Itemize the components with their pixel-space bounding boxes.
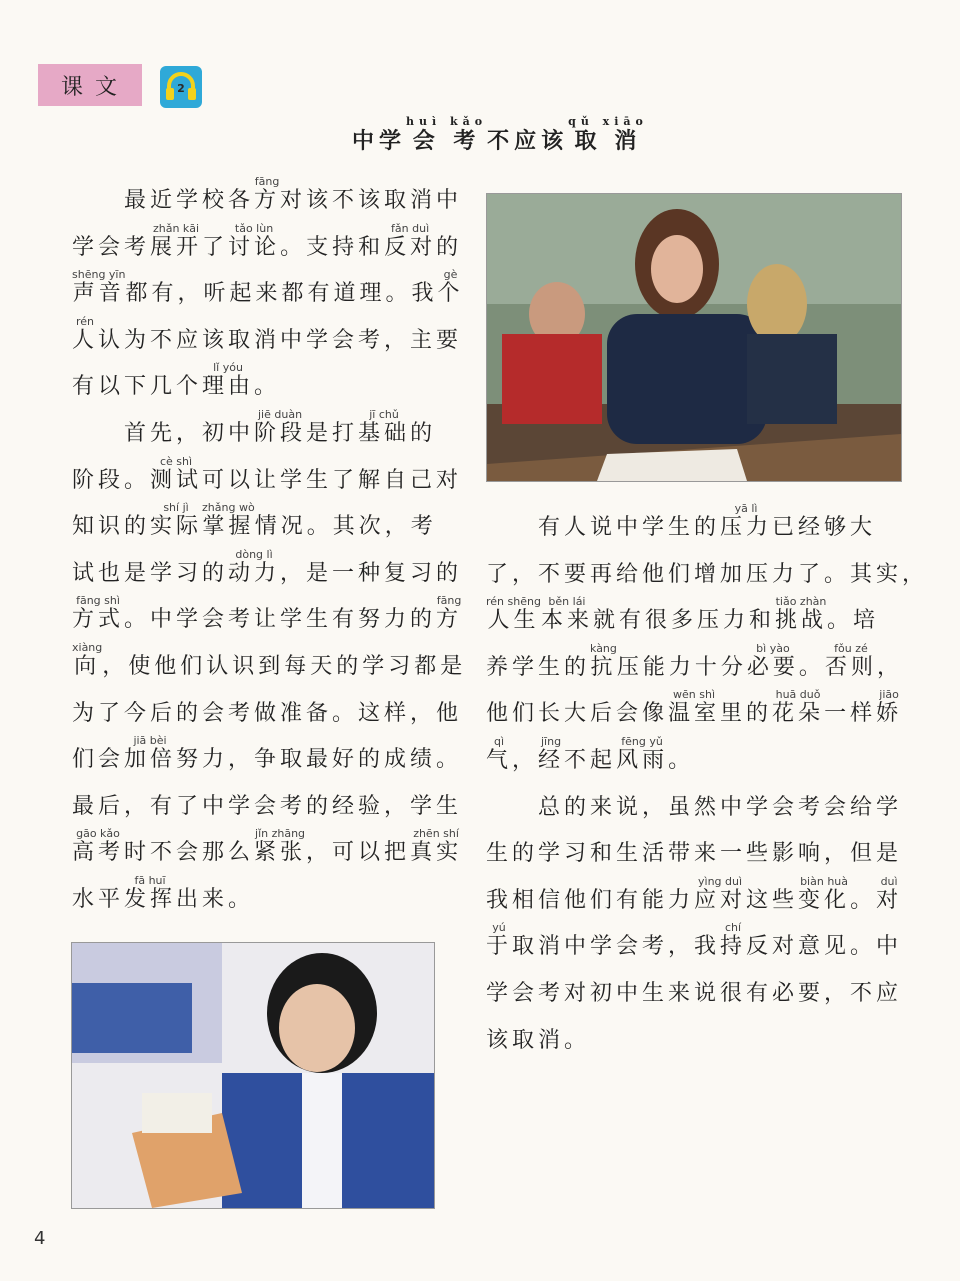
text-segment: ， [512, 747, 539, 773]
text-line [486, 641, 903, 692]
text-line [486, 688, 903, 738]
pinyin-annotation: jǐn zhāng [254, 827, 307, 841]
text-line [486, 874, 903, 925]
text-line [72, 501, 452, 551]
text-segment: 是打 [306, 420, 359, 446]
pinyin-annotated-word: 阶段jiē duàn [254, 407, 307, 446]
pinyin-annotation: shí jì [150, 501, 203, 515]
text-segment: 一样 [824, 701, 877, 727]
text-segment: 。中学会考让学生有努力的 [124, 607, 437, 633]
pinyin-annotation: cè shì [150, 454, 203, 468]
pinyin-annotated-word: 掌握zhǎng wò [202, 501, 255, 540]
text-segment: 生的学习和生活带来一些影响，但是 [486, 841, 903, 867]
pinyin-annotated-word: 会考huì kǎo [406, 115, 488, 154]
pinyin-annotation: jiā bèi [124, 734, 177, 748]
pinyin-annotation: gè [437, 268, 464, 282]
pinyin-annotation: rén [72, 314, 98, 328]
text-segment: 。 [254, 374, 281, 400]
page-number: 4 [34, 1228, 46, 1249]
pinyin-annotated-word: 取消qǔ xiāo [568, 115, 648, 154]
text-segment: 情况。其次，考 [254, 514, 437, 540]
pinyin-annotated-word: 声音shēng yīn [72, 268, 126, 307]
text-line [72, 827, 463, 877]
pinyin-annotated-word: 变化biàn huà [798, 874, 851, 913]
text-segment: 就有很多压力和 [592, 608, 775, 634]
pinyin-annotated-word: 方fāng [436, 594, 463, 633]
text-segment: 压能力十分 [616, 654, 747, 680]
text-line [72, 873, 452, 924]
text-line [486, 785, 903, 832]
pinyin-annotation: qì [486, 734, 513, 748]
text-segment: 不应该 [487, 128, 569, 154]
text-segment: 养学生的 [486, 654, 591, 680]
pinyin-annotated-word: 向xiàng [72, 640, 103, 679]
text-segment: 水平 [72, 886, 125, 912]
pinyin-annotated-word: 经jīng [538, 734, 565, 773]
classroom-exam-illustration [487, 194, 901, 481]
pinyin-annotated-word: 气qì [486, 734, 513, 773]
pinyin-annotation: zhǎn kāi [150, 221, 203, 235]
text-segment: 都有，听起来都有道理。我 [125, 281, 438, 307]
pinyin-annotated-word: 持chí [720, 921, 747, 960]
pinyin-annotated-word: 方式fāng shì [72, 594, 125, 633]
pinyin-annotated-word: 反对fǎn duì [384, 221, 437, 260]
text-line [72, 454, 463, 505]
lesson-section-label: 课文 [60, 74, 129, 100]
text-segment: 首先，初中 [72, 420, 255, 446]
text-line [486, 971, 903, 1018]
text-segment: 取消中学会考，我 [512, 934, 721, 960]
text-segment: 认为不应该取消中学会考，主要 [98, 327, 463, 353]
pinyin-annotation: běn lái [540, 595, 593, 609]
text-line [72, 268, 464, 318]
text-segment: ，可以把 [306, 840, 411, 866]
text-line [486, 734, 888, 785]
text-segment: 可以让学生了解自己对 [202, 467, 463, 493]
pinyin-annotated-word: 人生rén shēng [486, 595, 541, 634]
text-segment: 有人说中学生的 [486, 515, 721, 540]
pinyin-annotated-word: 高考gāo kǎo [72, 827, 125, 866]
text-segment: 。支持和 [280, 234, 385, 260]
pinyin-annotation: bì yào [746, 641, 799, 655]
lesson-section-tag [38, 64, 142, 106]
pinyin-annotated-word: 展开zhǎn kāi [150, 221, 203, 260]
text-line [486, 552, 929, 599]
text-line [72, 314, 463, 365]
pinyin-annotated-word: 加倍jiā bèi [124, 734, 177, 773]
text-segment: 这些 [746, 887, 799, 913]
pinyin-annotated-word: 温室wēn shì [668, 688, 721, 727]
pinyin-annotated-word: 应对yìng duì [694, 874, 747, 913]
text-line [72, 175, 463, 225]
text-segment: 。 [798, 654, 825, 680]
pinyin-annotated-word: 实际shí jì [150, 501, 203, 540]
text-segment: 学会考 [72, 234, 151, 260]
pinyin-annotated-word: 花朵huā duǒ [772, 688, 825, 727]
pinyin-annotation: jiē duàn [254, 407, 307, 421]
pinyin-annotated-word: 必要bì yào [746, 641, 799, 680]
article-right-column [486, 502, 929, 1064]
pinyin-annotated-word: 紧张jǐn zhāng [254, 827, 307, 866]
text-line [72, 734, 463, 784]
pinyin-annotation: jī chǔ [358, 407, 411, 421]
text-segment: 努力，争取最好的成绩。 [176, 747, 463, 773]
pinyin-annotated-word: 测试cè shì [150, 454, 203, 493]
pinyin-annotation: xiàng [72, 640, 103, 654]
pinyin-annotated-word: 发挥fā huī [124, 873, 177, 912]
text-segment: 反对意见。中 [746, 934, 903, 960]
text-segment: 。 [850, 887, 877, 913]
pinyin-annotation: jīng [538, 734, 565, 748]
text-segment: ，使他们认识到每天的学习都是 [102, 653, 467, 679]
pinyin-annotated-word: 于yú [486, 921, 513, 960]
text-line [72, 547, 463, 598]
text-segment: 里的 [720, 701, 773, 727]
pinyin-annotation: dòng lì [228, 547, 281, 561]
pinyin-annotated-word: 抗kàng [590, 641, 617, 680]
pinyin-annotated-word: 讨论tǎo lùn [228, 221, 281, 260]
text-segment: 了，不要再给他们增加压力了。其实， [486, 561, 929, 587]
text-segment: 。 [668, 747, 695, 773]
pinyin-annotation: fāng [254, 175, 281, 188]
pinyin-annotation: kàng [590, 641, 617, 655]
text-line [72, 691, 463, 738]
text-segment: 最后，有了中学会考的经验，学生 [72, 793, 463, 819]
text-segment: ， [876, 654, 903, 680]
pinyin-annotation: fǎn duì [384, 221, 437, 235]
text-segment: 们会 [72, 747, 125, 773]
pinyin-annotation: tiǎo zhàn [774, 595, 827, 609]
text-segment: 阶段。 [72, 467, 151, 493]
pinyin-annotated-word: 压力yā lì [720, 502, 773, 540]
text-segment: 有以下几个 [72, 374, 203, 400]
text-line [72, 594, 463, 644]
pinyin-annotation: fǒu zé [824, 641, 877, 655]
pinyin-annotated-word: 真实zhēn shí [410, 827, 463, 866]
text-line [72, 361, 452, 411]
pinyin-annotated-word: 动力dòng lì [228, 547, 281, 586]
pinyin-annotation: lǐ yóu [202, 361, 255, 375]
pinyin-annotation: fāng shì [72, 594, 125, 608]
text-segment: 时不会那么 [124, 840, 255, 866]
classroom-exam-photo [486, 193, 902, 482]
text-segment: ，是一种复习的 [280, 560, 463, 586]
pinyin-annotation: fāng [436, 594, 463, 608]
pinyin-annotated-word: 基础jī chǔ [358, 407, 411, 446]
pinyin-annotated-word: 个gè [437, 268, 464, 307]
text-segment: 学会考对初中生来说很有必要，不应 [486, 980, 903, 1006]
text-segment: 最近学校各 [72, 188, 255, 213]
pinyin-annotated-word: 风雨fēng yǔ [616, 734, 669, 773]
text-segment: 的 [436, 234, 463, 260]
text-segment: 的 [410, 420, 437, 446]
text-line [72, 407, 452, 458]
pinyin-annotation: yā lì [720, 502, 773, 515]
pinyin-annotation: zhǎng wò [202, 501, 255, 515]
pinyin-annotation: fēng yǔ [616, 734, 669, 748]
pinyin-annotated-word: 人rén [72, 314, 99, 353]
students-reading-photo [71, 942, 435, 1209]
text-segment: 中学 [352, 128, 407, 154]
pinyin-annotation: qǔ xiāo [568, 115, 648, 128]
text-segment: 知识的 [72, 514, 151, 540]
pinyin-annotation: gāo kǎo [72, 827, 125, 841]
text-line [486, 502, 888, 552]
text-line [486, 831, 903, 878]
lesson-title [352, 115, 648, 165]
text-line [486, 921, 903, 971]
title-line [352, 115, 648, 165]
text-segment: 不起 [564, 747, 617, 773]
text-segment: 了 [202, 234, 229, 260]
text-segment: 我相信他们有能力 [486, 887, 695, 913]
text-segment: 该取消。 [486, 1027, 591, 1053]
pinyin-annotation: huā duǒ [772, 688, 825, 702]
text-segment: 总的来说，虽然中学会考会给学 [486, 794, 903, 820]
text-line [72, 640, 467, 691]
text-line [72, 784, 463, 831]
pinyin-annotated-word: 挑战tiǎo zhàn [774, 595, 827, 634]
pinyin-annotation: duì [876, 874, 903, 888]
pinyin-annotation: huì kǎo [406, 115, 488, 128]
text-segment: 为了今后的会考做准备。这样，他 [72, 700, 463, 726]
students-reading-illustration [72, 943, 434, 1208]
pinyin-annotation: fā huī [124, 873, 177, 887]
pinyin-annotation: yú [486, 921, 513, 935]
text-segment: 。培 [827, 608, 880, 634]
pinyin-annotation: chí [720, 921, 747, 935]
pinyin-annotated-word: 理由lǐ yóu [202, 361, 255, 400]
pinyin-annotated-word: 对duì [876, 874, 903, 913]
text-segment: 他们长大后会像 [486, 701, 669, 727]
headphones-icon[interactable] [160, 66, 202, 108]
text-line [72, 221, 463, 272]
pinyin-annotation: biàn huà [798, 874, 851, 888]
pinyin-annotated-word: 娇jiāo [876, 688, 903, 727]
pinyin-annotation: rén shēng [486, 595, 541, 609]
text-segment: 出来。 [176, 886, 255, 912]
text-segment: 已经够大 [772, 515, 877, 540]
text-line [486, 1018, 888, 1065]
pinyin-annotation: jiāo [876, 688, 903, 702]
pinyin-annotation: shēng yīn [72, 268, 126, 282]
text-segment: 试也是学习的 [72, 560, 229, 586]
text-segment: 对该不该取消中 [280, 188, 463, 213]
pinyin-annotation: wēn shì [668, 688, 721, 702]
pinyin-annotation: tǎo lùn [228, 221, 281, 235]
pinyin-annotated-word: 方fāng [254, 175, 281, 213]
pinyin-annotation: yìng duì [694, 874, 747, 888]
text-line [486, 595, 888, 645]
pinyin-annotated-word: 本来běn lái [540, 595, 593, 634]
audio-track-number: 2 [177, 82, 185, 95]
pinyin-annotated-word: 否则fǒu zé [824, 641, 877, 680]
pinyin-annotation: zhēn shí [410, 827, 463, 841]
article-left-column [72, 175, 467, 924]
